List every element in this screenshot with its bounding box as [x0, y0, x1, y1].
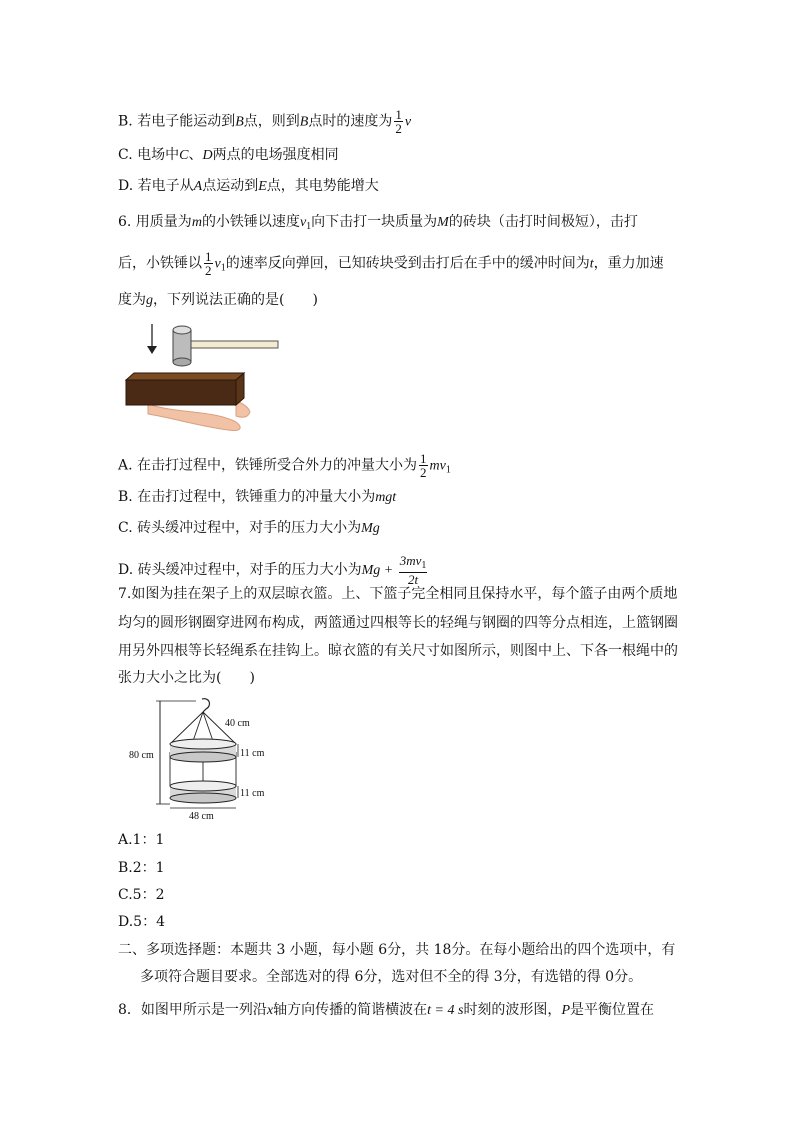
q5-option-c: [118, 145, 339, 166]
q7-option-a: A.1：1: [118, 832, 165, 848]
down-arrow-icon: [147, 324, 157, 354]
q6-stem-line3: [118, 290, 318, 311]
var-v: v: [299, 215, 307, 230]
q5-option-d: [118, 176, 379, 197]
q5-option-d-text3: 点，其电势能增大: [266, 178, 379, 194]
text: 时刻的波形图，: [463, 1002, 562, 1018]
text: 6. 用质量为: [118, 214, 192, 230]
var-b: B: [235, 114, 244, 130]
text: 后，小铁锤以: [118, 255, 202, 272]
q5-option-c-text: C. 电场中: [118, 147, 180, 163]
fraction: [399, 554, 428, 586]
q7-option-b: B.2：1: [118, 860, 165, 876]
subscript: 1: [220, 262, 226, 274]
text: 是平衡位置在: [570, 1002, 654, 1018]
width-label: 48 cm: [189, 811, 214, 822]
text: C. 砖头缓冲过程中，对手的压力大小为: [118, 520, 362, 536]
fraction-denominator: 2: [395, 121, 402, 136]
var-x: x: [266, 1003, 274, 1018]
q7-stem-line1: 7.如图为挂在架子上的双层晾衣篮。上、下篮子完全相同且保持水平，每个篮子由两个质地: [118, 586, 678, 602]
subscript: 1: [421, 560, 427, 571]
var-e: E: [258, 179, 267, 194]
fraction-numerator: [399, 554, 428, 573]
bottom-gap-label: 11 cm: [240, 788, 265, 799]
text: A. 在击打过程中，铁锤所受合外力的冲量大小为: [118, 457, 418, 474]
var-v: v: [214, 256, 221, 272]
height-label: 80 cm: [129, 750, 154, 761]
fraction-denominator: 2: [420, 465, 427, 480]
lower-basket-icon: [170, 781, 236, 803]
hammer-brick-figure: [118, 318, 293, 436]
q7-stem-line2: 均匀的圆形钢圈穿进网布构成，两篮通过四根等长的轻绳与钢圈的四等分点相连，上篮钢圈: [118, 615, 678, 631]
hammer-icon: [173, 326, 278, 366]
text: B. 在击打过程中，铁锤重力的冲量大小为: [118, 489, 376, 505]
upper-basket-icon: [170, 739, 236, 762]
q5-option-d-text: D. 若电子从: [118, 178, 194, 194]
var-c: C: [179, 148, 189, 163]
var-g: g: [146, 293, 153, 308]
var-t: t: [589, 256, 594, 272]
section-heading-line2: 多项符合题目要求。全部选对的得 6分，选对但不全的得 3分，有选错的得 0分。: [140, 969, 643, 985]
separator: 、: [188, 147, 203, 163]
q5-option-b-text: B. 若电子能运动到: [118, 113, 236, 130]
text: 向下击打一块质量为: [311, 214, 438, 230]
hook-icon: [202, 699, 209, 712]
expression: Mg +: [361, 563, 397, 578]
q6-option-c: [118, 518, 380, 539]
fraction-denominator: 2: [205, 263, 212, 278]
q7-stem-line4: 张力大小之比为( ): [118, 670, 255, 686]
fraction: [204, 250, 213, 277]
fraction: [394, 108, 403, 135]
q5-option-b-text2: 点，则到: [243, 113, 300, 130]
q7-option-d: D.5：4: [118, 914, 165, 930]
q6-option-b: [118, 487, 396, 508]
text: D. 砖头缓冲过程中，对手的压力大小为: [118, 562, 362, 578]
brick-icon: [126, 373, 244, 405]
fraction-numerator: 1: [395, 107, 402, 122]
q5-option-c-text2: 两点的电场强度相同: [212, 147, 339, 163]
q5-option-b: [118, 108, 411, 135]
fraction-numerator: 1: [205, 249, 212, 264]
text: 的小铁锤以速度: [201, 214, 300, 230]
var-d: D: [202, 148, 213, 163]
subscript: 1: [445, 464, 451, 476]
text: 轴方向传播的简谐横波在: [273, 1002, 428, 1018]
text: ，重力加速: [593, 255, 664, 272]
var-m: m: [191, 215, 202, 230]
fraction: [419, 452, 428, 479]
time-value: t = 4 s: [427, 1003, 464, 1018]
fraction-numerator: 1: [420, 451, 427, 466]
rope-length-label: 40 cm: [225, 718, 250, 729]
subscript: 1: [306, 221, 312, 232]
q5-option-d-text2: 点运动到: [202, 178, 259, 194]
fraction-denominator: 2t: [408, 572, 419, 587]
expression: mgt: [375, 490, 397, 505]
var-p: P: [561, 1003, 570, 1018]
text: ，下列说法正确的是( ): [153, 292, 318, 308]
var-mv: mv: [429, 458, 446, 474]
expression: Mg: [361, 521, 380, 536]
text: 度为: [118, 292, 146, 308]
q5-option-b-text3: 点时的速度为: [308, 113, 393, 130]
dimension-labels: [170, 718, 265, 822]
top-gap-label: 11 cm: [240, 748, 265, 759]
var-m-upper: M: [437, 215, 449, 230]
q7-stem-line3: 用另外四根等长轻绳系在挂钩上。晾衣篮的有关尺寸如图所示，则图中上、下各一根绳中的: [118, 643, 678, 659]
var-b: B: [299, 114, 309, 130]
q8-stem: [118, 1000, 654, 1021]
var-a: A: [193, 179, 203, 194]
numerator-text: 3mv: [399, 553, 422, 568]
q6-stem-line1: [118, 212, 638, 237]
q7-option-c: C.5：2: [118, 887, 165, 903]
basket-figure: [126, 696, 286, 822]
text: 的砖块（击打时间极短），击打: [448, 214, 638, 230]
section-heading-line1: 二、多项选择题：本题共 3 小题，每小题 6分，共 18分。在每小题给出的四个选项中，有: [118, 942, 676, 958]
text: 8．如图甲所示是一列沿: [118, 1002, 267, 1018]
var-v: v: [404, 114, 412, 130]
q6-stem-line2: [118, 250, 664, 279]
q6-option-d: [118, 554, 429, 586]
q6-option-a: [118, 452, 451, 481]
text: 的速率反向弹回，已知砖块受到击打后在手中的缓冲时间为: [225, 255, 590, 272]
